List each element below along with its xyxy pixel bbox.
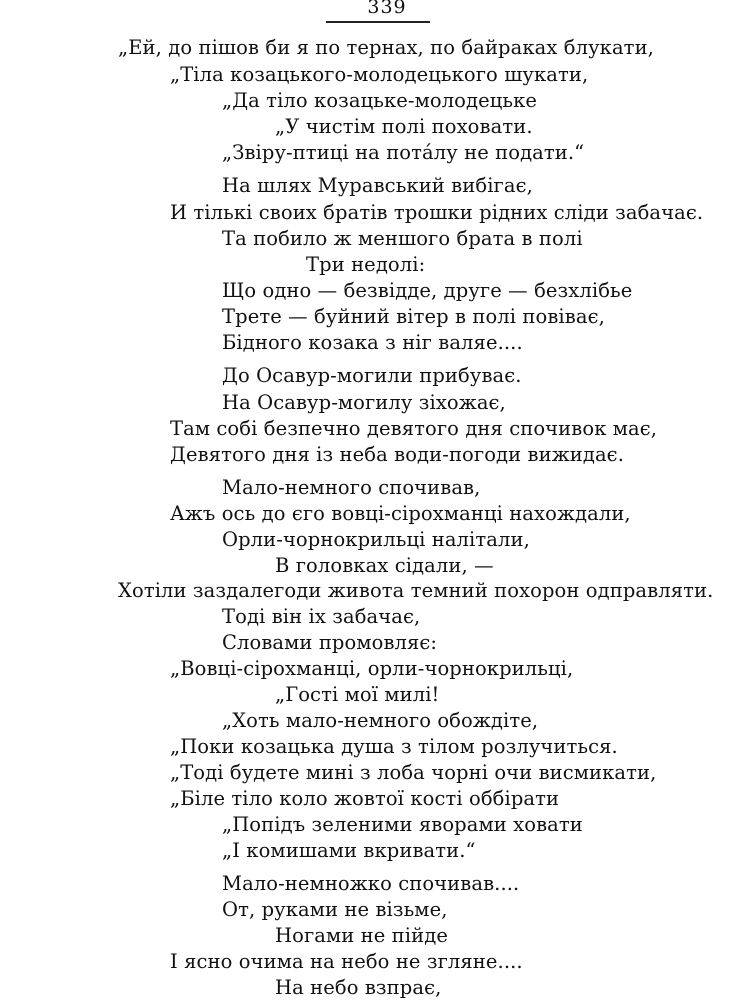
- poem-line: На Осавур-могилу зіхожає,: [222, 391, 506, 414]
- poem-line: Словами промовляє:: [222, 631, 438, 654]
- poem-line: „Ей, до пішов би я по тернах, по байраках блукати,: [118, 36, 654, 59]
- poem-line: „Хоть мало-немного обождіте,: [222, 709, 539, 732]
- poem-line: Орли-чорнокрильці налітали,: [222, 528, 530, 551]
- poem-line: Тоді він іх забачає,: [222, 605, 421, 628]
- poem-line: „Гості мої милі!: [275, 683, 440, 706]
- poem-line: „Тоді будете мині з лоба чорні очи висмикати,: [170, 761, 657, 784]
- poem-line: „Поки козацька душа з тілом розлучиться.: [170, 735, 618, 758]
- poem-line: В головках сідали, —: [275, 554, 494, 577]
- poem-line: Що одно — безвідде, друге — безхлібье: [222, 279, 633, 302]
- poem-line: „І комишами вкривати.“: [222, 839, 476, 862]
- poem-line: „Біле тіло коло жовтої кості оббірати: [170, 787, 560, 810]
- poem-line: Девятого дня із неба води-погоди вижидає.: [170, 443, 624, 466]
- poem-line: На небо взпрає,: [275, 976, 442, 999]
- poem-line: Три недолі:: [306, 253, 426, 276]
- poem-line: „Тіла козацького-молодецького шукати,: [170, 63, 589, 86]
- poem-line: „Да тіло козацьке-молодецьке: [222, 89, 538, 112]
- poem-line: До Осавур-могили прибуває.: [222, 364, 522, 387]
- poem-line: Та побило ж меншого брата в полі: [222, 227, 583, 250]
- page-number: 339: [367, 0, 407, 18]
- poem-line: Бідного козака з ніг валяе....: [222, 331, 523, 354]
- poem-line: И тількі своих братів трошки рідних сліди забачає.: [170, 201, 704, 224]
- poem-line: Там собі безпечно девятого дня спочивок має,: [170, 417, 658, 440]
- poem-line: От, руками не візьме,: [222, 898, 448, 921]
- poem-line: „Звіру-птиці на потáлу не подати.“: [222, 141, 585, 164]
- poem-line: Хотіли заздалегоди живота темний похорон одправляти.: [118, 579, 714, 602]
- poem-line: На шлях Муравський вибігає,: [222, 174, 533, 197]
- poem-line: „Вовці-сірохманці, орли-чорнокрильці,: [170, 657, 574, 680]
- poem-line: І ясно очима на небо не згляне....: [170, 950, 523, 973]
- poem-line: Мало-немножко спочивав....: [222, 872, 520, 895]
- poem-line: Ажъ ось до єго вовці-сірохманці нахождали,: [170, 502, 631, 525]
- poem-line: Ногами не пійде: [275, 924, 448, 947]
- header-rule: [326, 21, 430, 23]
- poem-line: Мало-немного спочивав,: [222, 476, 481, 499]
- poem-line: Трете — буйний вітер в полі повіває,: [222, 305, 605, 328]
- poem-line: „Попідъ зеленими яворами ховати: [222, 813, 583, 836]
- poem-line: „У чистім полі поховати.: [275, 115, 533, 138]
